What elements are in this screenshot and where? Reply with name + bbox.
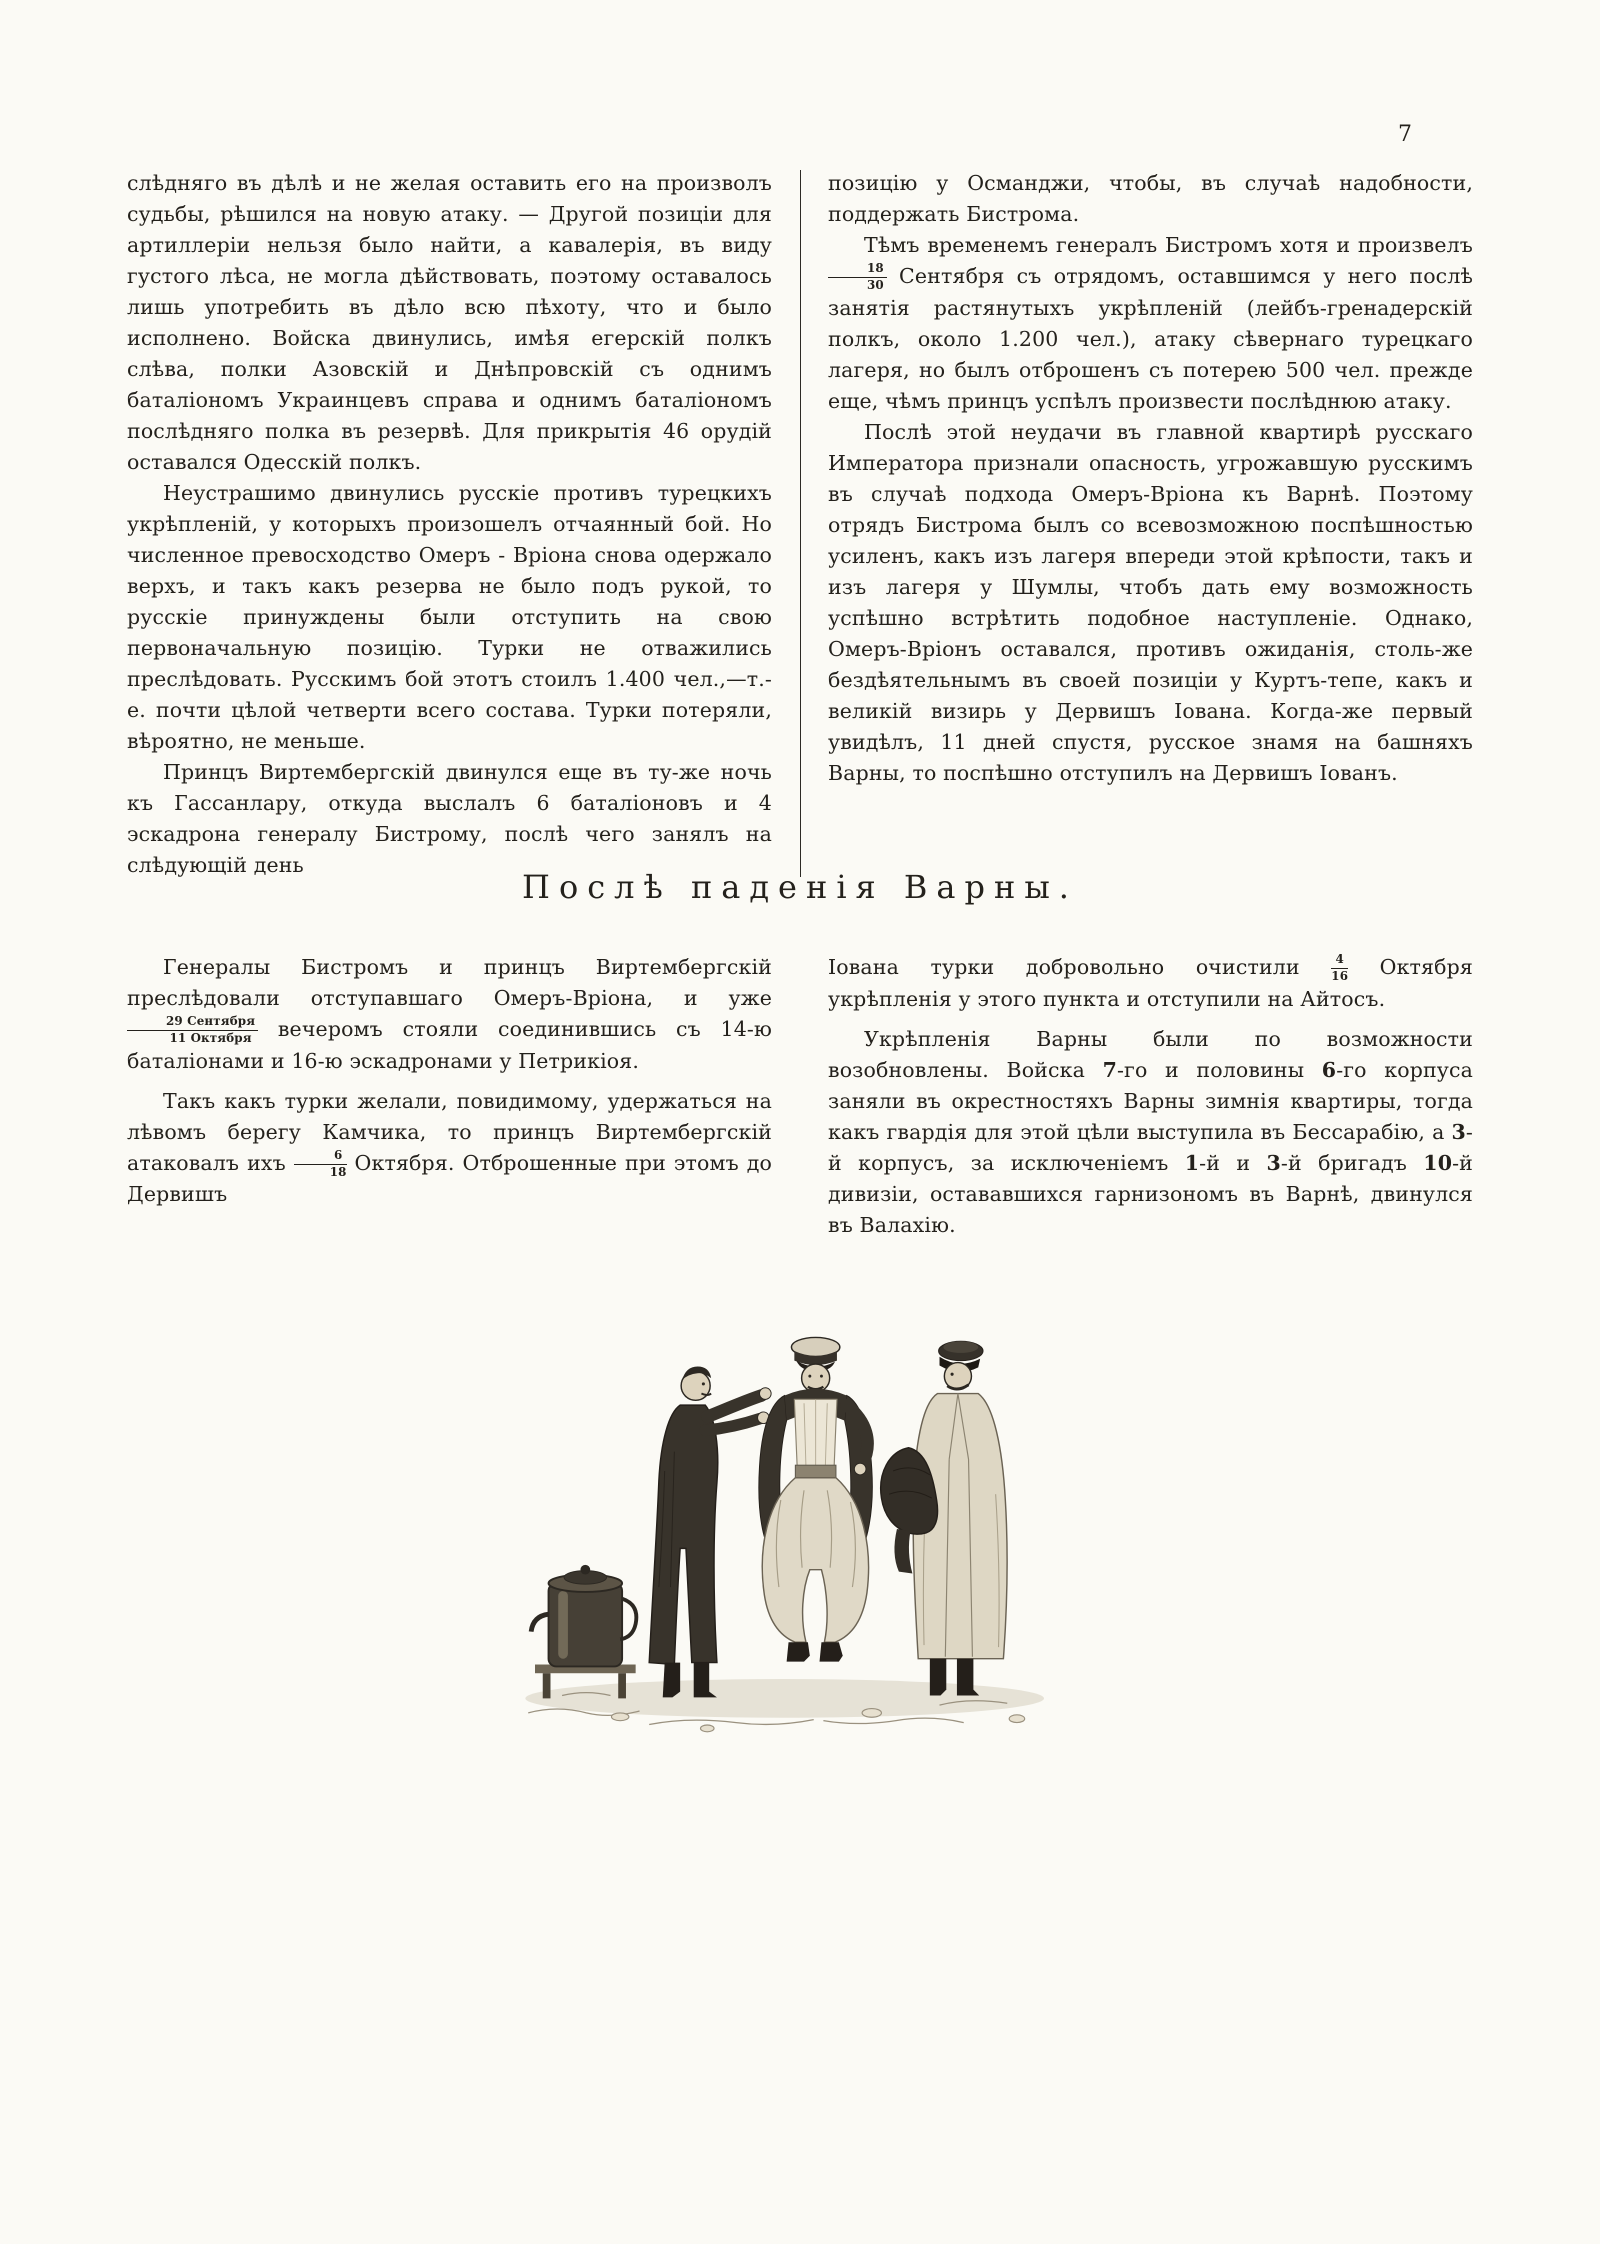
figure-right (881, 1341, 1007, 1695)
bold-number: 3 (1266, 1150, 1281, 1175)
top-right-column (828, 168, 1473, 881)
bold-number: 7 (1102, 1057, 1117, 1082)
after-section (127, 952, 1473, 1241)
paragraph: Генералы Бистромъ и принцъ Виртембергскій преслѣдовали отступавшаго Омеръ-Вріона, и уже $\frac{\text{29 Сентября}}{\text{11 Октября}}$ вечеромъ стояли соединившись съ 14-ю баталіонами и 16-ю эскадронами у Петрикіоя. (127, 955, 772, 1073)
paragraph: Неустрашимо двинулись русскіе противъ турецкихъ укрѣпленій, у которыхъ произошелъ отчаянный бой. Но численное превосходство Омеръ - Вріона снова одержало верхъ, и такъ какъ резерва не было подъ рукой, то русскіе принуждены были отступить на свою первоначальную позицію. Турки не отважились преслѣдовать. Русскимъ бой этотъ стоилъ 1.400 чел.,—т.-е. почти цѣлой четверти всего состава. Турки потеряли, вѣроятно, не меньше. (127, 481, 772, 753)
date-fraction: $\frac{18}{30}$ (828, 262, 887, 292)
paragraph: Тѣмъ временемъ генералъ Бистромъ хотя и произвелъ $\frac{18}{30}$ Сентября съ отрядомъ, оставшимся у него послѣ занятія растянутыхъ укрѣпленій (лейбъ-гренадерскій полкъ, около 1.200 чел.), атаку сѣвернаго турецкаго лагеря, но былъ отброшенъ съ потерею 500 чел. прежде еще, чѣмъ принцъ успѣлъ произвести послѣднюю атаку. (828, 233, 1473, 413)
paragraph: Такъ какъ турки желали, повидимому, удержаться на лѣвомъ берегу Камчика, то принцъ Виртембергскій атаковалъ ихъ $\frac{6}{18}$ Октября. Отброшенные при этомъ до Дервишъ (127, 1088, 772, 1207)
after-left-column (127, 952, 772, 1241)
paragraph: Укрѣпленія Варны были по возможности возобновлены. Войска 7-го и половины 6-го корпуса заняли въ окрестностяхъ Варны зимнія квартиры, тогда какъ гвардія для этой цѣли выступила въ Бессарабію, а 3-й корпусъ, за исключеніемъ 1-й и 3-й бригадъ 10-й дивизіи, остававшихся гарнизономъ въ Варнѣ, двинулся въ Валахію. (828, 1026, 1474, 1237)
paragraph: Іована турки добровольно очистили $\frac{4}{16}$ Октября укрѣпленія у этого пункта и отступили на Айтосъ. (828, 952, 1473, 1011)
bold-number: 6 (1321, 1057, 1337, 1082)
column-divider-rule (800, 170, 801, 877)
bold-number: 1 (1184, 1150, 1200, 1175)
figure-center (759, 1337, 873, 1661)
paragraph: слѣдняго въ дѣлѣ и не желая оставить его на произволъ судьбы, рѣшился на новую атаку. — Другой позиціи для артиллеріи нельзя было найти, а кавалерія, въ виду густого лѣса, не могла дѣйствовать, поэтому оставалось лишь употребить въ дѣло всю пѣхоту, что и было исполнено. Войска двинулись, имѣя егерскій полкъ слѣва, полки Азовскій и Днѣпровскій съ однимъ баталіономъ Украинцевъ справа и однимъ баталіономъ послѣдняго полка въ резервѣ. Для прикрытія 46 орудій оставался Одесскій полкъ. (127, 171, 772, 474)
top-section (127, 168, 1473, 881)
kettle-on-bench (531, 1565, 636, 1699)
paragraph: Послѣ этой неудачи въ главной квартирѣ русскаго Императора признали опасность, угрожавшую русскимъ въ случаѣ подхода Омеръ-Вріона къ Варнѣ. Поэтому отрядъ Бистрома былъ со всевозможною поспѣшностью усиленъ, какъ изъ лагеря впереди этой крѣпости, такъ и изъ лагеря у Шумлы, чтобъ дать ему возможность успѣшно встрѣтить подобное наступленіе. Однако, Омеръ-Вріонъ оставался, противъ ожиданія, столь-же бездѣятельнымъ въ своей позиціи у Куртъ-тепе, какъ и великій визирь у Дервишъ Іована. Когда-же первый увидѣлъ, 11 дней спустя, русское знамя на башняхъ Варны, то поспѣшно отступилъ на Дервишъ Іованъ. (828, 419, 1473, 785)
engraving-svg (475, 1258, 1075, 1742)
date-fraction: $\frac{4}{16}$ (1331, 952, 1349, 983)
illustration-engraving-three-men (0, 1258, 1600, 1742)
after-right-column (828, 952, 1473, 1241)
figure-left (649, 1366, 771, 1697)
bold-number: 3 (1451, 1119, 1466, 1144)
bold-number: 10 (1423, 1150, 1453, 1175)
paragraph: Принцъ Виртембергскій двинулся еще въ ту-же ночь къ Гассанлару, откуда выслалъ 6 баталіоновъ и 4 эскадрона генералу Бистрому, послѣ чего занялъ на слѣдующій день (127, 760, 772, 877)
column-gap (772, 952, 828, 1241)
date-fraction: $\frac{6}{18}$ (294, 1149, 347, 1179)
paragraph: позицію у Османджи, чтобы, въ случаѣ надобности, поддержать Бистрома. (828, 171, 1473, 226)
top-left-column (127, 168, 772, 881)
date-fraction: $\frac{\text{29 Сентября}}{\text{11 Октября}}$ (127, 1015, 258, 1045)
page-number: 7 (1398, 122, 1412, 147)
section-heading: Послѣ паденія Варны. (522, 868, 1078, 906)
